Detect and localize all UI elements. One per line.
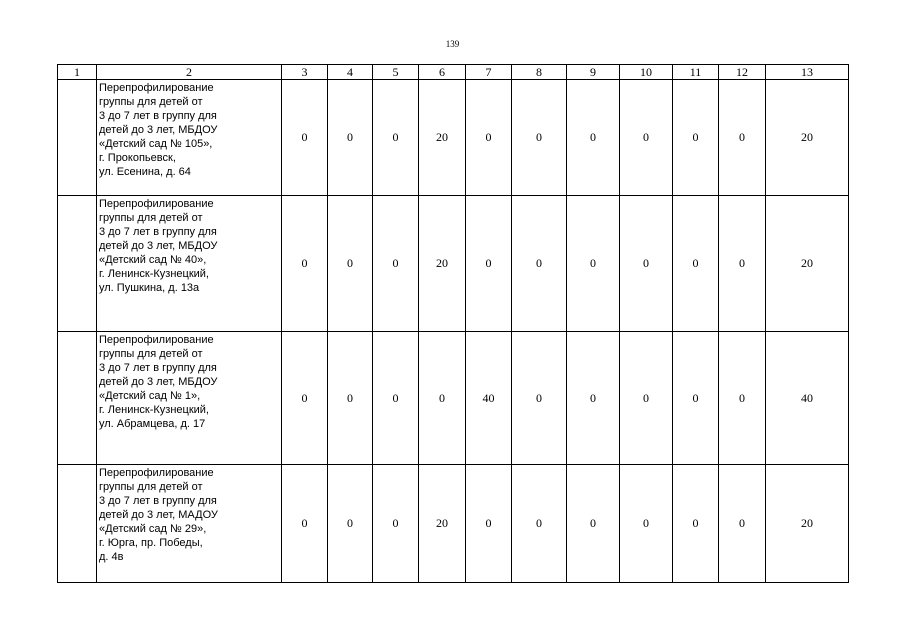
column-header: 11 <box>673 65 719 80</box>
value-cell: 0 <box>282 80 328 196</box>
table-row <box>58 465 849 583</box>
description-cell <box>97 80 282 196</box>
total-cell: 20 <box>766 196 849 332</box>
description-line: «Детский сад № 40», <box>99 254 207 266</box>
value-cell: 0 <box>673 80 719 196</box>
table-row <box>58 332 849 465</box>
description-line: детей до 3 лет, МБДОУ <box>99 124 218 136</box>
value-cell: 0 <box>512 332 567 465</box>
row-number-cell <box>58 80 97 196</box>
description-line: г. Ленинск-Кузнецкий, <box>99 268 209 280</box>
value-cell: 0 <box>620 196 673 332</box>
description-cell <box>97 332 282 465</box>
value-cell: 0 <box>719 80 766 196</box>
description-line: Перепрофилирование <box>99 198 214 210</box>
description-line: детей до 3 лет, МАДОУ <box>99 509 218 521</box>
description-line: детей до 3 лет, МБДОУ <box>99 240 218 252</box>
description-line: «Детский сад № 29», <box>99 523 207 535</box>
column-header: 9 <box>567 65 620 80</box>
value-cell: 0 <box>328 332 373 465</box>
column-header: 8 <box>512 65 567 80</box>
header-row <box>58 65 849 80</box>
value-cell: 0 <box>567 332 620 465</box>
description-line: группы для детей от <box>99 212 203 224</box>
value-cell: 0 <box>620 465 673 583</box>
description-line: «Детский сад № 105», <box>99 138 213 150</box>
value-cell: 0 <box>673 332 719 465</box>
description-line: 3 до 7 лет в группу для <box>99 226 217 238</box>
column-header: 4 <box>328 65 373 80</box>
value-cell: 0 <box>673 465 719 583</box>
description-line: ул. Пушкина, д. 13а <box>99 282 200 294</box>
value-cell: 0 <box>373 465 419 583</box>
column-header: 5 <box>373 65 419 80</box>
value-cell: 0 <box>466 80 512 196</box>
total-cell: 20 <box>766 465 849 583</box>
value-cell: 0 <box>719 196 766 332</box>
value-cell: 0 <box>328 80 373 196</box>
description-line: 3 до 7 лет в группу для <box>99 495 217 507</box>
value-cell: 0 <box>282 332 328 465</box>
description-line: д. 4в <box>99 551 124 563</box>
description-line: группы для детей от <box>99 481 203 493</box>
column-header: 10 <box>620 65 673 80</box>
value-cell: 0 <box>512 80 567 196</box>
column-header: 2 <box>97 65 282 80</box>
table-row <box>58 196 849 332</box>
value-cell: 0 <box>282 465 328 583</box>
description-line: г. Прокопьевск, <box>99 152 176 164</box>
description-line: г. Юрга, пр. Победы, <box>99 537 203 549</box>
description-line: 3 до 7 лет в группу для <box>99 110 217 122</box>
value-cell: 0 <box>673 196 719 332</box>
description-line: Перепрофилирование <box>99 467 214 479</box>
value-cell: 0 <box>719 465 766 583</box>
description-line: группы для детей от <box>99 348 203 360</box>
description-cell <box>97 465 282 583</box>
description-line: Перепрофилирование <box>99 82 214 94</box>
data-table <box>57 64 849 583</box>
description-line: «Детский сад № 1», <box>99 390 201 402</box>
column-header: 1 <box>58 65 97 80</box>
description-line: ул. Есенина, д. 64 <box>99 166 191 178</box>
row-number-cell <box>58 465 97 583</box>
value-cell: 0 <box>282 196 328 332</box>
value-cell: 0 <box>719 332 766 465</box>
description-line: детей до 3 лет, МБДОУ <box>99 376 218 388</box>
value-cell: 0 <box>567 196 620 332</box>
row-number-cell <box>58 332 97 465</box>
value-cell: 0 <box>328 465 373 583</box>
page-number: 139 <box>445 39 460 49</box>
value-cell: 0 <box>373 80 419 196</box>
value-cell: 0 <box>466 465 512 583</box>
column-header: 6 <box>419 65 466 80</box>
value-cell: 0 <box>373 332 419 465</box>
value-cell: 0 <box>512 465 567 583</box>
total-cell: 40 <box>766 332 849 465</box>
value-cell: 0 <box>620 80 673 196</box>
value-cell: 20 <box>419 80 466 196</box>
description-cell <box>97 196 282 332</box>
column-header: 3 <box>282 65 328 80</box>
value-cell: 40 <box>466 332 512 465</box>
description-line: Перепрофилирование <box>99 334 214 346</box>
value-cell: 0 <box>328 196 373 332</box>
table-row <box>58 80 849 196</box>
row-number-cell <box>58 196 97 332</box>
total-cell: 20 <box>766 80 849 196</box>
value-cell: 0 <box>373 196 419 332</box>
description-line: 3 до 7 лет в группу для <box>99 362 217 374</box>
description-line: ул. Абрамцева, д. 17 <box>99 418 206 430</box>
description-line: г. Ленинск-Кузнецкий, <box>99 404 209 416</box>
value-cell: 0 <box>512 196 567 332</box>
column-header: 13 <box>766 65 849 80</box>
value-cell: 20 <box>419 465 466 583</box>
value-cell: 0 <box>567 80 620 196</box>
value-cell: 0 <box>620 332 673 465</box>
value-cell: 0 <box>466 196 512 332</box>
value-cell: 20 <box>419 196 466 332</box>
column-header: 12 <box>719 65 766 80</box>
column-header: 7 <box>466 65 512 80</box>
value-cell: 0 <box>419 332 466 465</box>
description-line: группы для детей от <box>99 96 203 108</box>
value-cell: 0 <box>567 465 620 583</box>
